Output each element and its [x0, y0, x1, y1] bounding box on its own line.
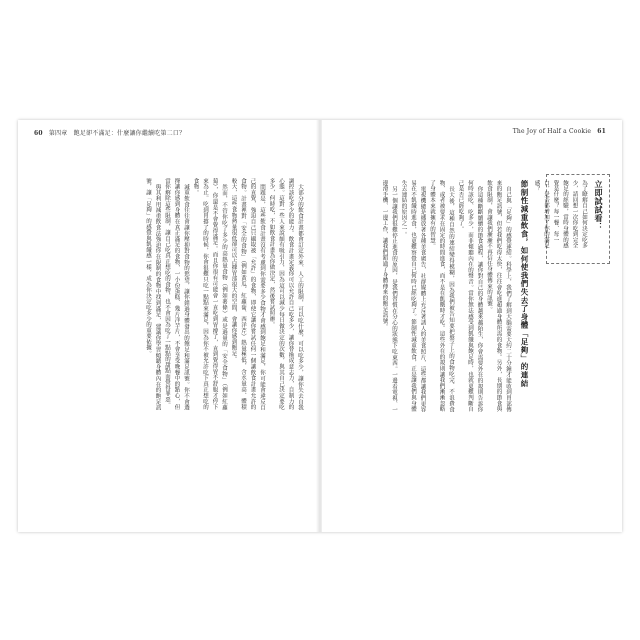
left-paragraph: 減重飲食往往會讓你壓抑對食物的慾望，讓你錯過身體發出的飽足和滿足訊號。你不會選擇讓你感到身體在真正滿足的食物，一小份蛋糕、幾片洋芋片，不會享受晚餐中的點心，但當你解除這些限制，讓自己吃真正想吃的食物，也不會因為吃了一點點的甜點而覺得罪惡。 — [164, 178, 189, 410]
right-paragraph: 電視機總是播放著各種美食廣告，社群媒體上充斥著誘人的美食照片，這些都讓我們更容易在不飢餓時進食，也更難察覺自己何時已經吃夠了。節制性減重飲食，正是讓我們與身體失去連結的原因之一。 — [400, 180, 426, 412]
book-spread — [18, 120, 622, 532]
try-it-title: 立即試試看： — [594, 180, 603, 231]
left-paragraph: 然而，不管你吃了多少的高熱量食物（例如薯條）或是過量的「安全食物」（例如紅蘿蔔），你還是不會覺得滿足。而且你很有可能會一直吃到胃撐了，直到覺得胃不舒服才停下來為止。吃到胃撐了的時候，你會很難只吃一點點來滿足，因為你不被允許吃下真正想吃的食物。 — [192, 178, 227, 410]
left-paragraph: 大部分的飲食計畫都會訂定外來、人工的限制，可以吃什麼，可以吃多少，讓你失去自我調控該吃多少的能力。飲食計畫定義你可以允許自己吃多少，讓你替換成意志力，自制力的心態。這對一些人來說頗有吸引力，因為這可以減少每日做決定的次數，與其自己決定要吃多少，何時吃，不如飲食計畫為你做決定，然後嘗試照辦。 — [268, 178, 303, 410]
right-running-head-title: The Joy of Half a Cookie — [512, 128, 592, 135]
right-page-number: 61 — [597, 128, 606, 135]
try-it-body: 為了瞭解自己如何決定吃多少，請回想一次你吃到完全飽足的經驗，當時身體的感覺是什麼？每一餐、每一口，是否都增加了你的滿足感？ — [533, 180, 587, 249]
right-paragraph: 自己與「足夠」的感覺連結。科學上，我們了解到大腦需要大約二十分鐘才能收到胃部傳來的飽足訊號，但若我們吃得太快，往往會吃進超過身體所需的食物。另外，長期的節食與飲食限制，會讓我們漸漸不再信任身體傳來的訊號。 — [486, 180, 511, 412]
left-body-text — [32, 178, 304, 410]
left-page — [18, 120, 318, 532]
left-paragraph: 問題是，這些飲食計畫沒有考慮到你需要多少食物才會感到飽足和滿足，你可能會違反自己的直覺，強迫自己只攝取被「允許」的食物，即使它讓你嘗試任何一個讓飲食計畫允許的食物。計畫裡對「安全的食物」（例如黃瓜、紅蘿蔔、西洋芹）熱量極低，含水量高、體積較大，這些食物熱量很低卻可以占據胃部很大的空間，會讓你感到飽足。 — [230, 178, 265, 410]
right-running-head — [513, 128, 610, 135]
right-paragraph: 長大後，這種自然的連結變得模糊，因為我們被告知要把盤子上的食物吃完、不浪費食物，或者被要求在固定的時間進食，而不是在飢餓時才吃。這些外在的規則讓我們漸漸忽略了身體本來就擁有的智慧。 — [429, 180, 454, 412]
left-running-head — [30, 128, 185, 137]
right-page — [322, 120, 622, 532]
right-paragraph: 你這種斷斷續續的節食過程，讓你對自己的身體越來越陌生，你會需要外在的規則告訴你何時該吃、吃多少，而非傾聽內在的聲音。當你無法感受到飢餓與飽足時，也就更難判斷自己是否已經吃夠了。 — [457, 180, 483, 412]
left-page-number: 60 — [34, 130, 43, 137]
right-body-text — [332, 180, 512, 412]
right-paragraph: 另一個讓我們很難停止進食的原因，是我們習慣在分心的狀態下吃東西。一邊看電視、一邊滑手機、一邊工作，讓我們錯過了身體傳來的飽足訊號。 — [381, 180, 397, 412]
section-heading: 節制性減重飲食，如何使我們失去了身體「足夠」的連結 — [520, 180, 529, 388]
left-paragraph: 與其利用減重飲食法強迫你在限制的食物中找到滿足，建議你學習傾聽身體內在的飽足訊號，讓「足夠」的感覺與飢餓感一樣，成為你決定吃多少的重要依據。 — [145, 178, 161, 410]
left-running-head-title: 第四章 飽足卻不滿足：什麼讓你繼續吃第二口？ — [48, 130, 186, 137]
